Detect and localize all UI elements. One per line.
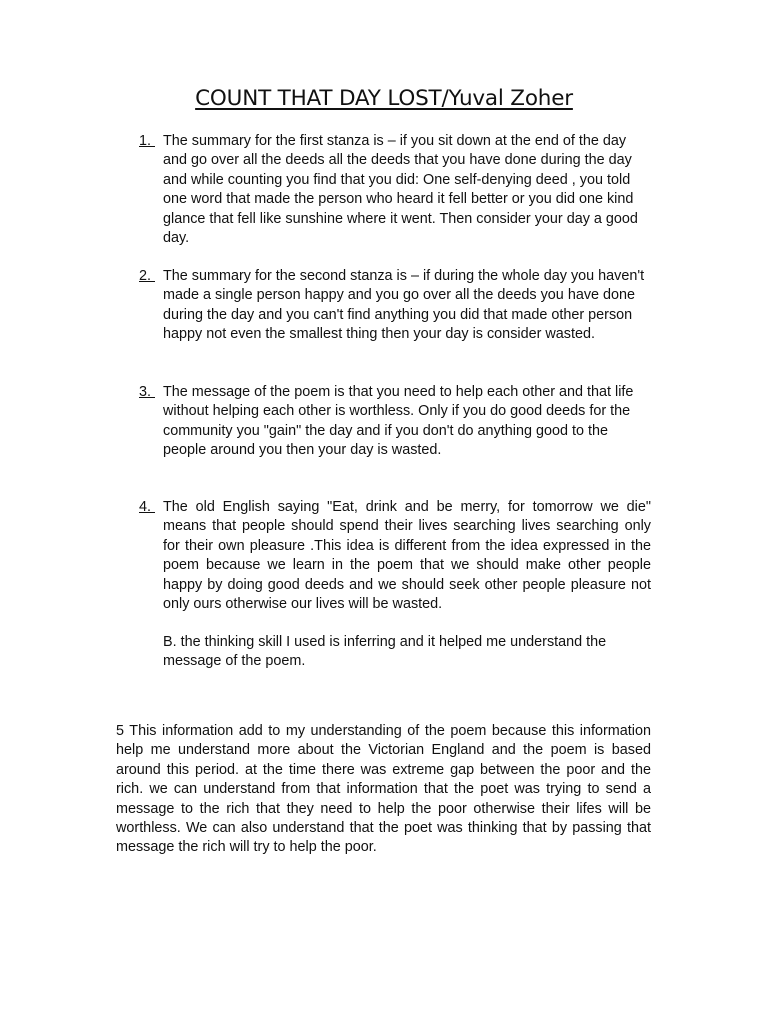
item-4-part-b: B. the thinking skill I used is inferring and it helped me understand the message of the poem. (163, 634, 607, 670)
item-text: The summary for the second stanza is – if during the whole day you haven't made a single person happy and you go over all the deeds you have done during the day and you can't find anything you did that made other person happy not even the smallest thing then your day is consider wasted. (163, 268, 645, 343)
answer-item-3 (139, 383, 651, 461)
answer-paragraph-5: 5 This information add to my understanding of the poem because this information help me understand more about the Victorian England and the poem is based around this period. at the time there was extreme gap between the poor and the rich. we can understand from that information that the poet was trying to send a message to the rich that they need to help the poor otherwise their lifes will be worthless. We can also understand that the poet was thinking that by passing that message the rich will try to help the poor. (116, 723, 651, 856)
item-number: 4. (139, 499, 155, 515)
answer-item-1 (139, 132, 651, 248)
answer-item-4 (139, 498, 651, 614)
item-text: The message of the poem is that you need to help each other and that life without helping each other is worthless. Only if you do good deeds for the community you "gain" the day and if you don't do anything good to the people around you then your day is wasted. (163, 384, 634, 459)
item-number: 1. (139, 133, 155, 149)
item-text: The summary for the first stanza is – if you sit down at the end of the day and go over all the deeds all the deeds that you have done during the day and while counting you find that you did: One self-denying deed , you told one word that made the person who heard it fell better or you did one kind glance that fell like sunshine where it went. Then consider your day a good day. (163, 133, 638, 247)
document-title: COUNT THAT DAY LOST/Yuval Zoher (195, 86, 573, 111)
item-number: 2. (139, 268, 155, 284)
item-number: 3. (139, 384, 155, 400)
item-text: The old English saying "Eat, drink and be merry, for tomorrow we die" means that people should spend their lives searching lives searching only for their own pleasure .This idea is different from the idea expressed in the poem because we learn in the poem that we should make other people happy by doing good deeds and we should seek other people pleasure not only ours otherwise our lives will be wasted. (163, 499, 651, 613)
answer-item-2 (139, 267, 651, 345)
